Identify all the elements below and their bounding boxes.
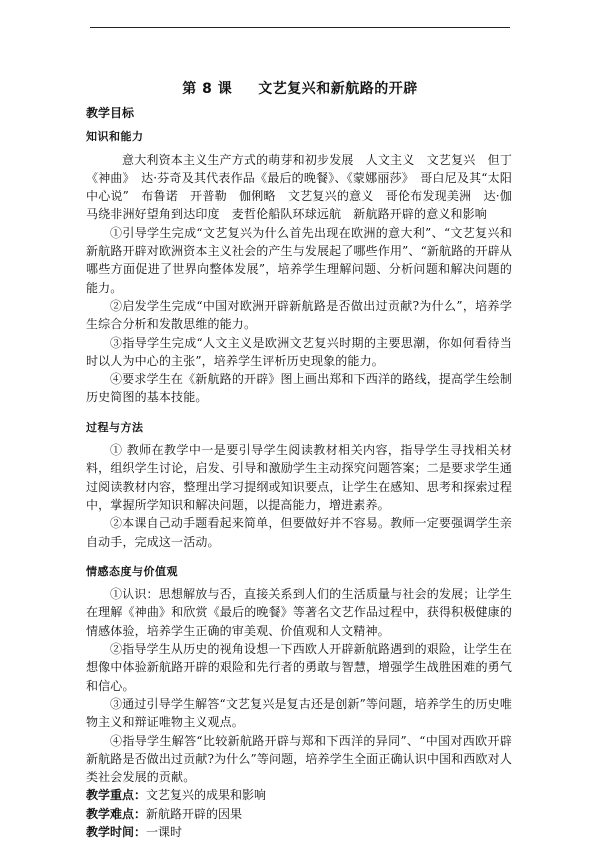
- process-item: ②本课自己动手题看起来简单，但要做好并不容易。教师一定要强调学生亲自动手，完成这一活动。: [86, 516, 512, 549]
- key-points: [86, 786, 512, 804]
- knowledge-heading: 知识和能力: [86, 130, 144, 144]
- teaching-time-label: 教学时间：: [86, 824, 147, 839]
- process-heading: 过程与方法: [86, 420, 144, 434]
- difficult-points-value: 新航路开辟的因果: [146, 806, 243, 821]
- difficult-points-label: 教学难点：: [86, 806, 147, 821]
- values-item: ①认识：思想解放与否，直接关系到人们的生活质量与社会的发展；让学生在理解《神曲》和欣赏《最后的晚餐》等著名文艺作品过程中，获得积极健康的情感体验，培养学生正确的审美观、价值观和人文精神。: [86, 587, 512, 638]
- knowledge-item: ①引导学生完成“文艺复兴为什么首先出现在欧洲的意大利”、“文艺复兴和新航路开辟对欧洲资本主义社会的产生与发展起了哪些作用”、“新航路的开辟从哪些方面促进了世界向整体发展”，培养学生理解问题、分析问题和解决问题的能力。: [86, 225, 512, 295]
- knowledge-item: ②启发学生完成“中国对欧洲开辟新航路是否做出过贡献?为什么”，培养学生综合分析和发散思维的能力。: [86, 298, 512, 332]
- lesson-number: 第 8 课: [182, 81, 233, 97]
- key-points-label: 教学重点：: [86, 788, 147, 803]
- values-heading: 情感态度与价值观: [86, 564, 178, 578]
- knowledge-item: ③指导学生完成“人文主义是欧洲文艺复兴时期的主要思潮，你如何看待当时以人为中心的主张”，培养学生评析历史现象的能力。: [86, 335, 512, 368]
- knowledge-intro: 意大利资本主义生产方式的萌芽和初步发展 人文主义 文艺复兴 但丁 《神曲》 达·芬奇及其代表作品《最后的晚餐》、《蒙娜丽莎》 哥白尼及其“太阳中心说” 布鲁诺 开普勒 伽俐略 文艺复兴的意义 哥伦布发现美洲 达·伽马绕非洲好望角到达印度 麦哲伦船队环球远航 新航路开辟的意义和影响: [86, 152, 525, 222]
- lesson-title-text: 文艺复兴和新航路的开辟: [258, 81, 418, 97]
- objectives-heading: 教学目标: [86, 106, 135, 120]
- document-body: [86, 104, 525, 841]
- values-item: ④指导学生解答“比较新航路开辟与郑和下西洋的异同”、“中国对西欧开辟新航路是否做出过贡献?为什么”等问题，培养学生全面正确认识中国和西欧对人类社会发展的贡献。: [86, 733, 512, 785]
- header-rule: [90, 27, 510, 28]
- values-item: ③通过引导学生解答“文艺复兴是复古还是创新”等问题，培养学生的历史唯物主义和辩证唯物主义观点。: [86, 696, 512, 730]
- key-points-value: 文艺复兴的成果和影响: [146, 788, 267, 803]
- knowledge-item: ④要求学生在《新航路的开辟》图上画出郑和下西洋的路线，提高学生绘制历史简图的基本技能。: [86, 372, 512, 405]
- teaching-time: [86, 823, 512, 841]
- process-item: ① 教师在教学中一是要引导学生阅读教材相关内容，指导学生寻找相关材料，组织学生讨论，启发、引导和激励学生主动探究问题答案；二是要求学生通过阅读教材内容，整理出学习提纲或知识要点，让学生在感知、思考和探索过程中，掌握所学知识和解决问题，以提高能力，增进素养。: [86, 443, 512, 512]
- values-item: ②指导学生从历史的视角设想一下西欧人开辟新航路遇到的艰险，让学生在想像中体验新航路开辟的艰险和先行者的勇敢与智慧，增强学生战胜困难的勇气和信心。: [86, 642, 512, 693]
- lesson-title: [0, 78, 600, 98]
- teaching-time-value: 一课时: [146, 824, 183, 839]
- difficult-points: [86, 805, 512, 823]
